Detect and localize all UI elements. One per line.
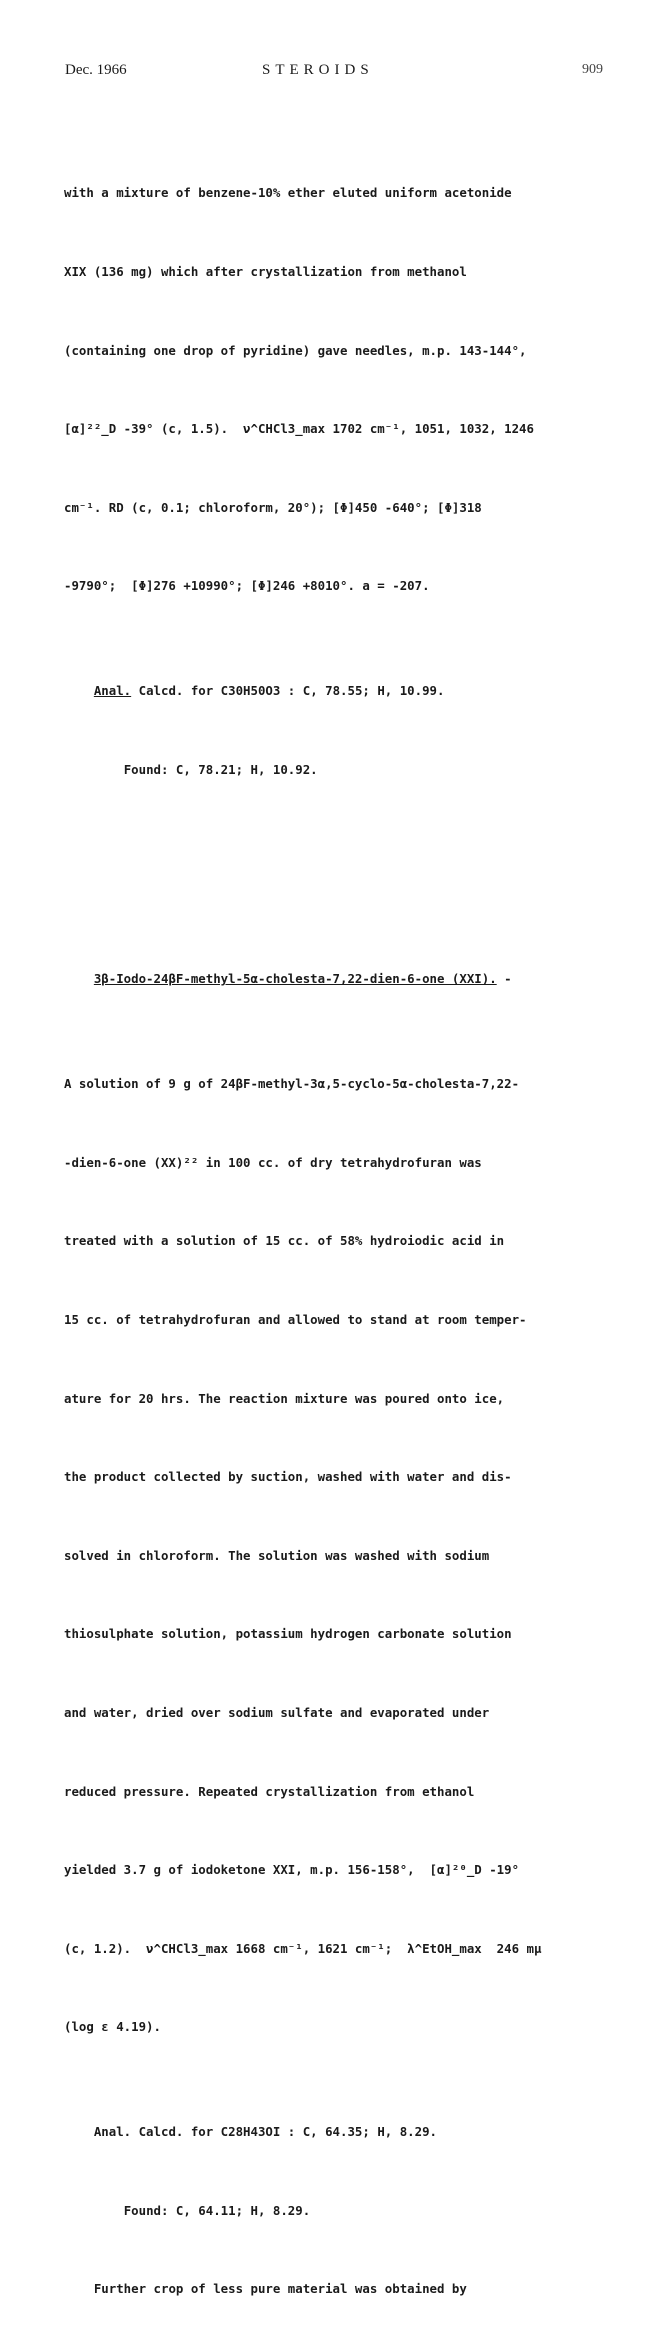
text-line: treated with a solution of 15 cc. of 58% hydroiodic acid in bbox=[64, 1233, 505, 1249]
text-line bbox=[64, 2276, 624, 2302]
anal2-calcd-text: Anal. Calcd. for C28H43OI : C, 64.35; H, 8.29. bbox=[93, 2124, 437, 2140]
text-line: ature for 20 hrs. The reaction mixture was poured onto ice, bbox=[64, 1390, 505, 1406]
anal-found-text: Found: C, 78.21; H, 10.92. bbox=[123, 761, 318, 777]
text-line: reduced pressure. Repeated crystallization from ethanol bbox=[64, 1783, 475, 1799]
blank-line bbox=[64, 862, 624, 888]
text-line: A solution of 9 g of 24βF-methyl-3α,5-cyclo-5α-cholesta-7,22- bbox=[64, 1076, 520, 1092]
section-title-line bbox=[64, 966, 624, 992]
text-line: -dien-6-one (XX)²² in 100 cc. of dry tetrahydrofuran was bbox=[64, 1154, 482, 1170]
analysis-calcd-line bbox=[64, 678, 624, 704]
anal-calcd-text: Calcd. for C30H50O3 : C, 78.55; H, 10.99. bbox=[131, 683, 445, 699]
anal2-found-text: Found: C, 64.11; H, 8.29. bbox=[123, 2202, 311, 2218]
analysis-found-line bbox=[64, 2198, 624, 2224]
text-line: and water, dried over sodium sulfate and evaporated under bbox=[64, 1704, 490, 1720]
text-line: [α]²²_D -39° (c, 1.5). ν^CHCl3_max 1702 cm⁻¹, 1051, 1032, 1246 bbox=[64, 421, 534, 437]
analysis-calcd-line bbox=[64, 2119, 624, 2145]
text-line: yielded 3.7 g of iodoketone XXI, m.p. 156-158°, [α]²⁰_D -19° bbox=[64, 1862, 520, 1878]
header-date: Dec. 1966 bbox=[65, 62, 127, 78]
text-line: cm⁻¹. RD (c, 0.1; chloroform, 20°); [Φ]450 -640°; [Φ]318 bbox=[64, 499, 482, 515]
header-journal: STEROIDS bbox=[262, 62, 374, 78]
text-line: the product collected by suction, washed with water and dis- bbox=[64, 1469, 512, 1485]
text-line: solved in chloroform. The solution was washed with sodium bbox=[64, 1547, 490, 1563]
text-line: (containing one drop of pyridine) gave needles, m.p. 143-144°, bbox=[64, 342, 527, 358]
section-title: 3β-Iodo-24βF-methyl-5α-cholesta-7,22-dien-6-one (XXI). bbox=[93, 971, 497, 987]
text-line: 15 cc. of tetrahydrofuran and allowed to stand at room temper- bbox=[64, 1311, 527, 1327]
text-line: (log ε 4.19). bbox=[64, 2019, 161, 2035]
text-line: (c, 1.2). ν^CHCl3_max 1668 cm⁻¹, 1621 cm⁻¹; λ^EtOH_max 246 mμ bbox=[64, 1940, 542, 1956]
anal-label: Anal. bbox=[93, 683, 132, 699]
analysis-found-line bbox=[64, 757, 624, 783]
article-body bbox=[64, 128, 624, 2329]
text-line: XIX (136 mg) which after crystallization from methanol bbox=[64, 264, 467, 279]
header-page-number: 909 bbox=[582, 62, 603, 77]
paragraph-start: Further crop of less pure material was obtained by bbox=[93, 2281, 467, 2297]
section-dash: - bbox=[496, 971, 512, 987]
text-line: with a mixture of benzene-10% ether eluted uniform acetonide bbox=[64, 185, 512, 201]
text-line: thiosulphate solution, potassium hydrogen carbonate solution bbox=[64, 1626, 512, 1642]
text-line: -9790°; [Φ]276 +10990°; [Φ]246 +8010°. a = -207. bbox=[64, 578, 430, 594]
